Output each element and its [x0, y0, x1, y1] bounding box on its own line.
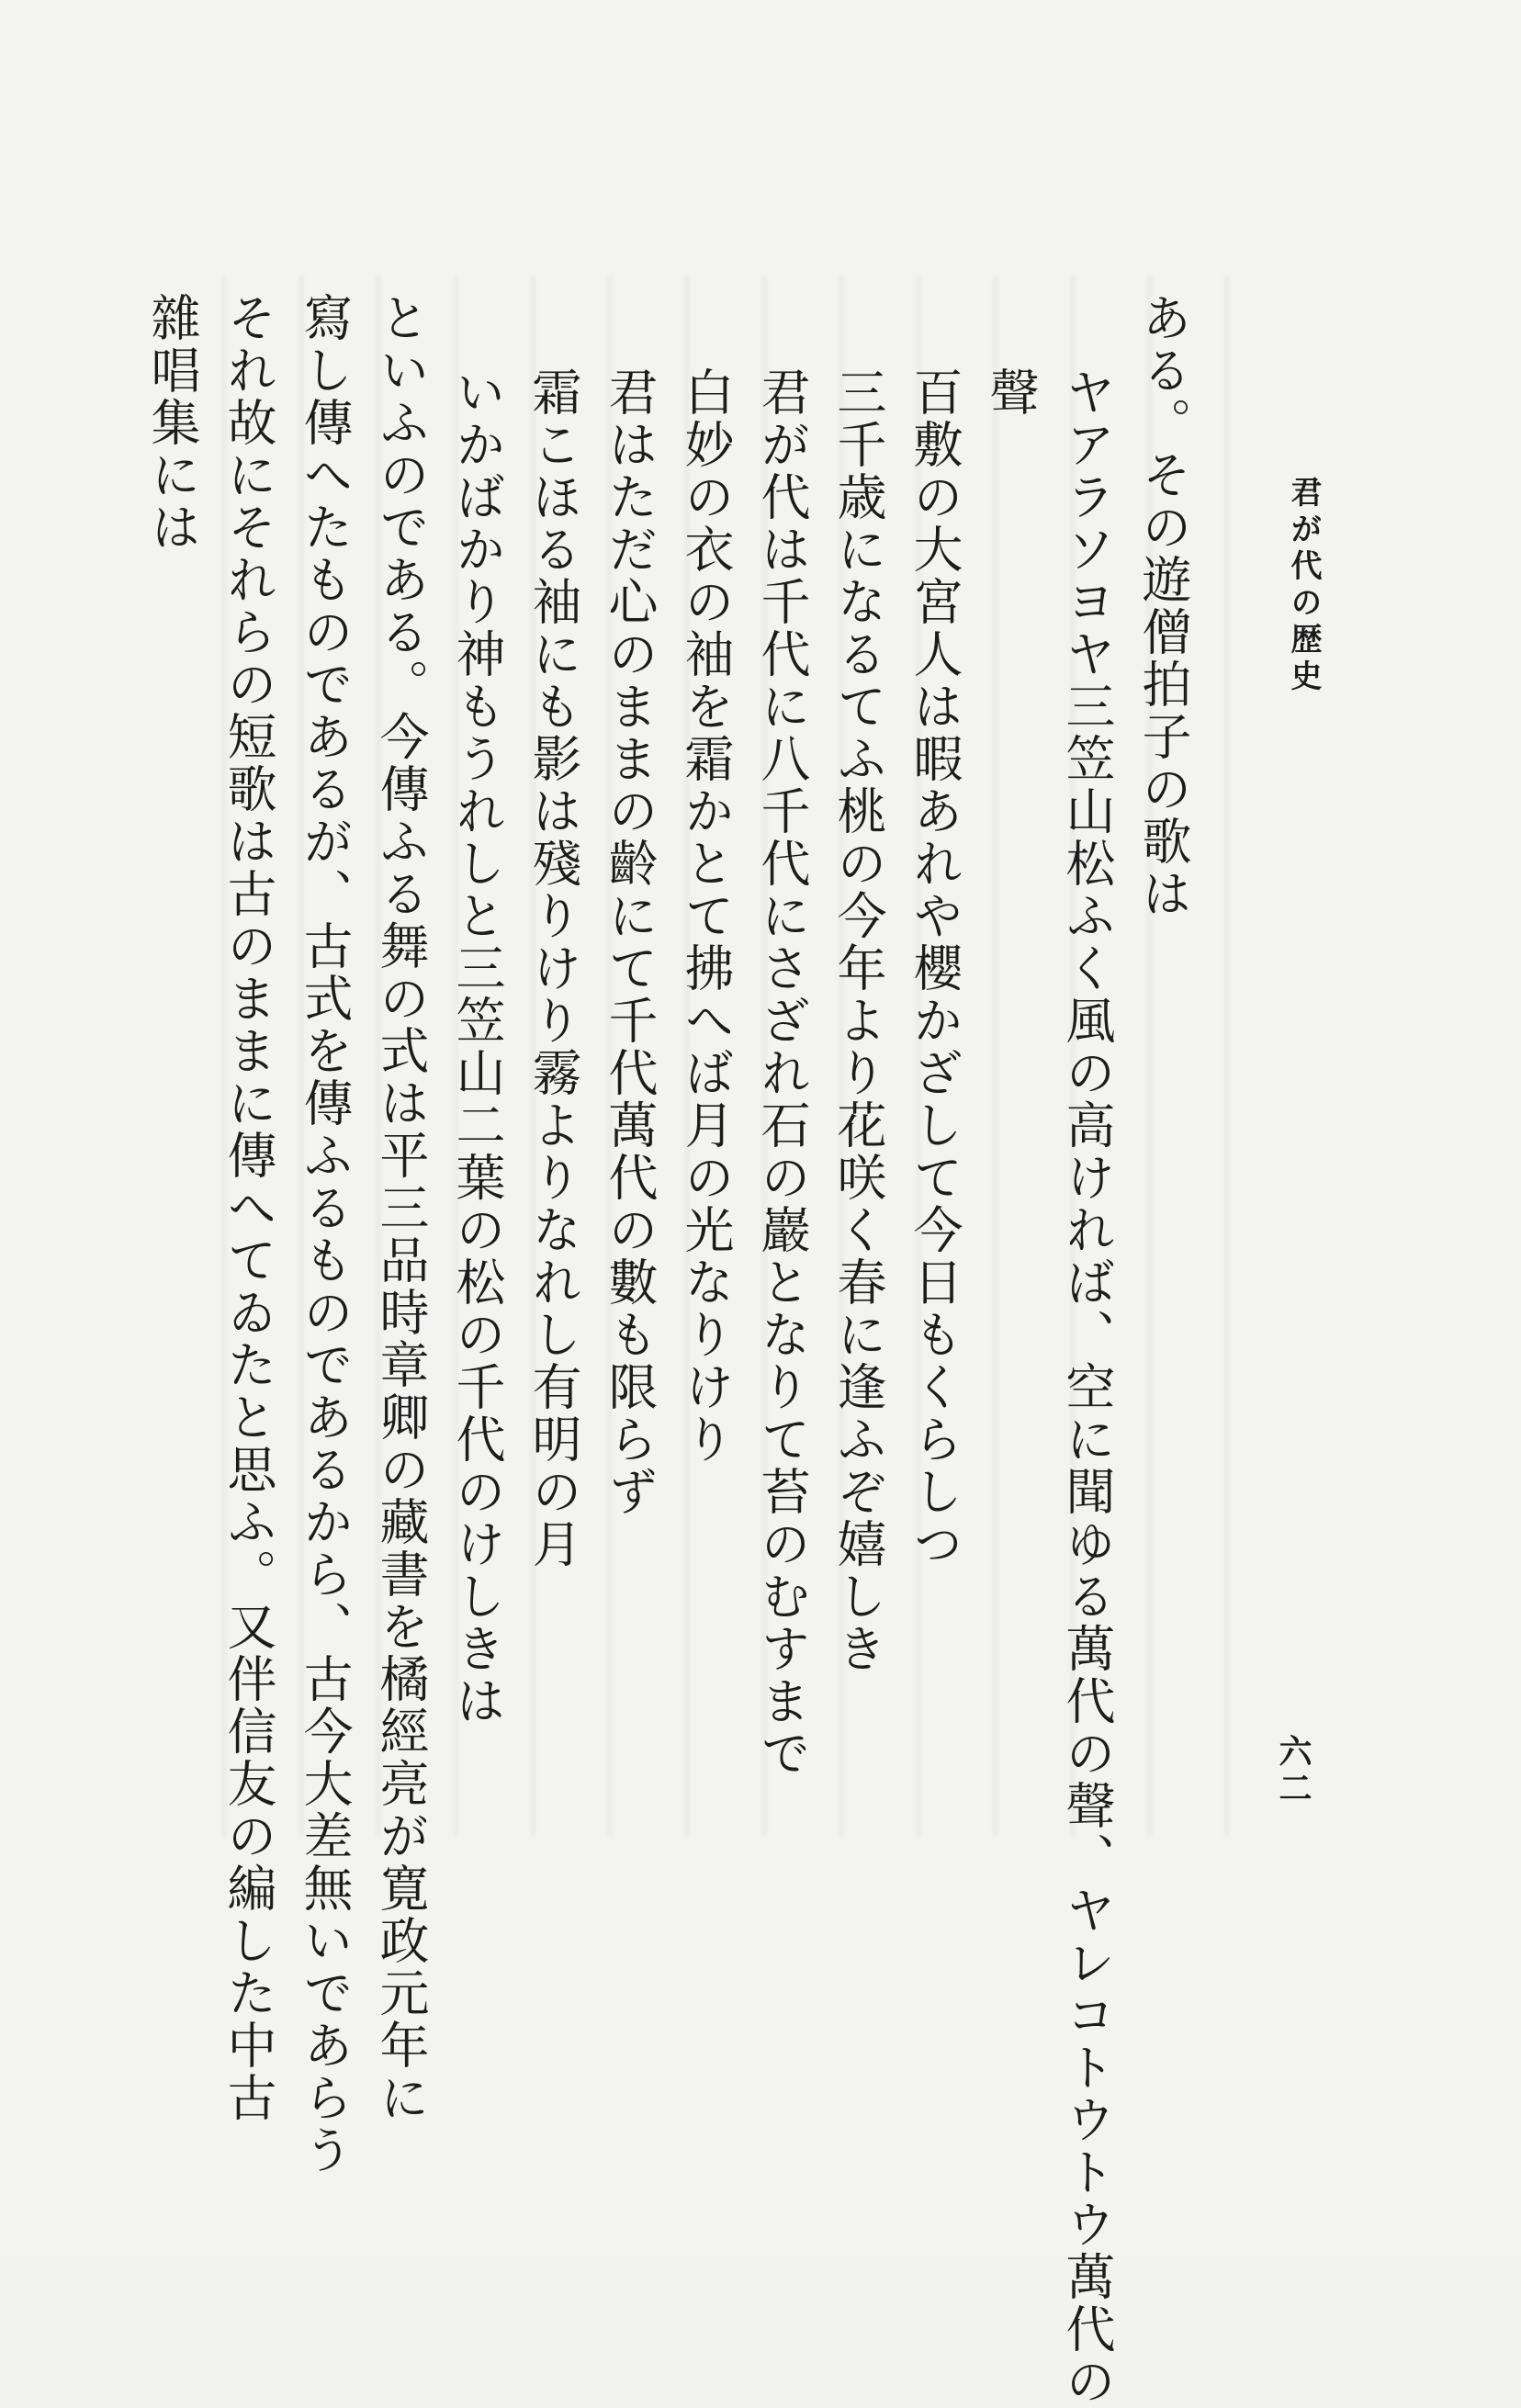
- text-line: それ故にそれらの短歌は古のままに傳へてゐたと思ふ。又伴信友の編した中古: [220, 292, 277, 2124]
- running-header: 君が代の歴史: [1285, 476, 1322, 696]
- poem-line: 百敷の大宮人は暇あれや櫻かざして今日もくらしつ: [906, 366, 963, 1570]
- text-line: ある。その遊僧拍子の歌は: [1134, 292, 1192, 920]
- poem-line: いかばかり神もうれしと三笠山二葉の松の千代のけしきは: [448, 366, 506, 1727]
- poem-line: 白妙の衣の袖を霜かとて拂へば月の光なりけり: [677, 366, 735, 1466]
- song-line: ヤアラソヨヤ三笠山松ふく風の高ければ、空に聞ゆる萬代の聲、ヤレコトウトウ萬代の: [1058, 366, 1116, 2408]
- vertical-text-body: [134, 292, 1201, 2408]
- page-number: 六二: [1274, 1734, 1313, 1807]
- poem-line: 君が代は千代に八千代にさざれ石の巖となりて苔のむすまで: [753, 366, 811, 1780]
- poem-line: 三千歳になるてふ桃の今年より花咲く春に逢ふぞ嬉しき: [829, 366, 887, 1675]
- text-line: 雜唱集には: [143, 292, 201, 554]
- text-line: 寫し傳へたものであるが、古式を傳ふるものであるから、古今大差無いであらう: [296, 292, 354, 2177]
- poem-line: 君はただ心のままの齡にて千代萬代の數も限らず: [601, 366, 659, 1518]
- text-line: といふのである。今傳ふる舞の式は平三品時章卿の藏書を橘經亮が寛政元年に: [372, 292, 430, 2124]
- song-line: 聲: [982, 366, 1040, 419]
- poem-line: 霜こほる袖にも影は殘りけり霧よりなれし有明の月: [524, 366, 582, 1570]
